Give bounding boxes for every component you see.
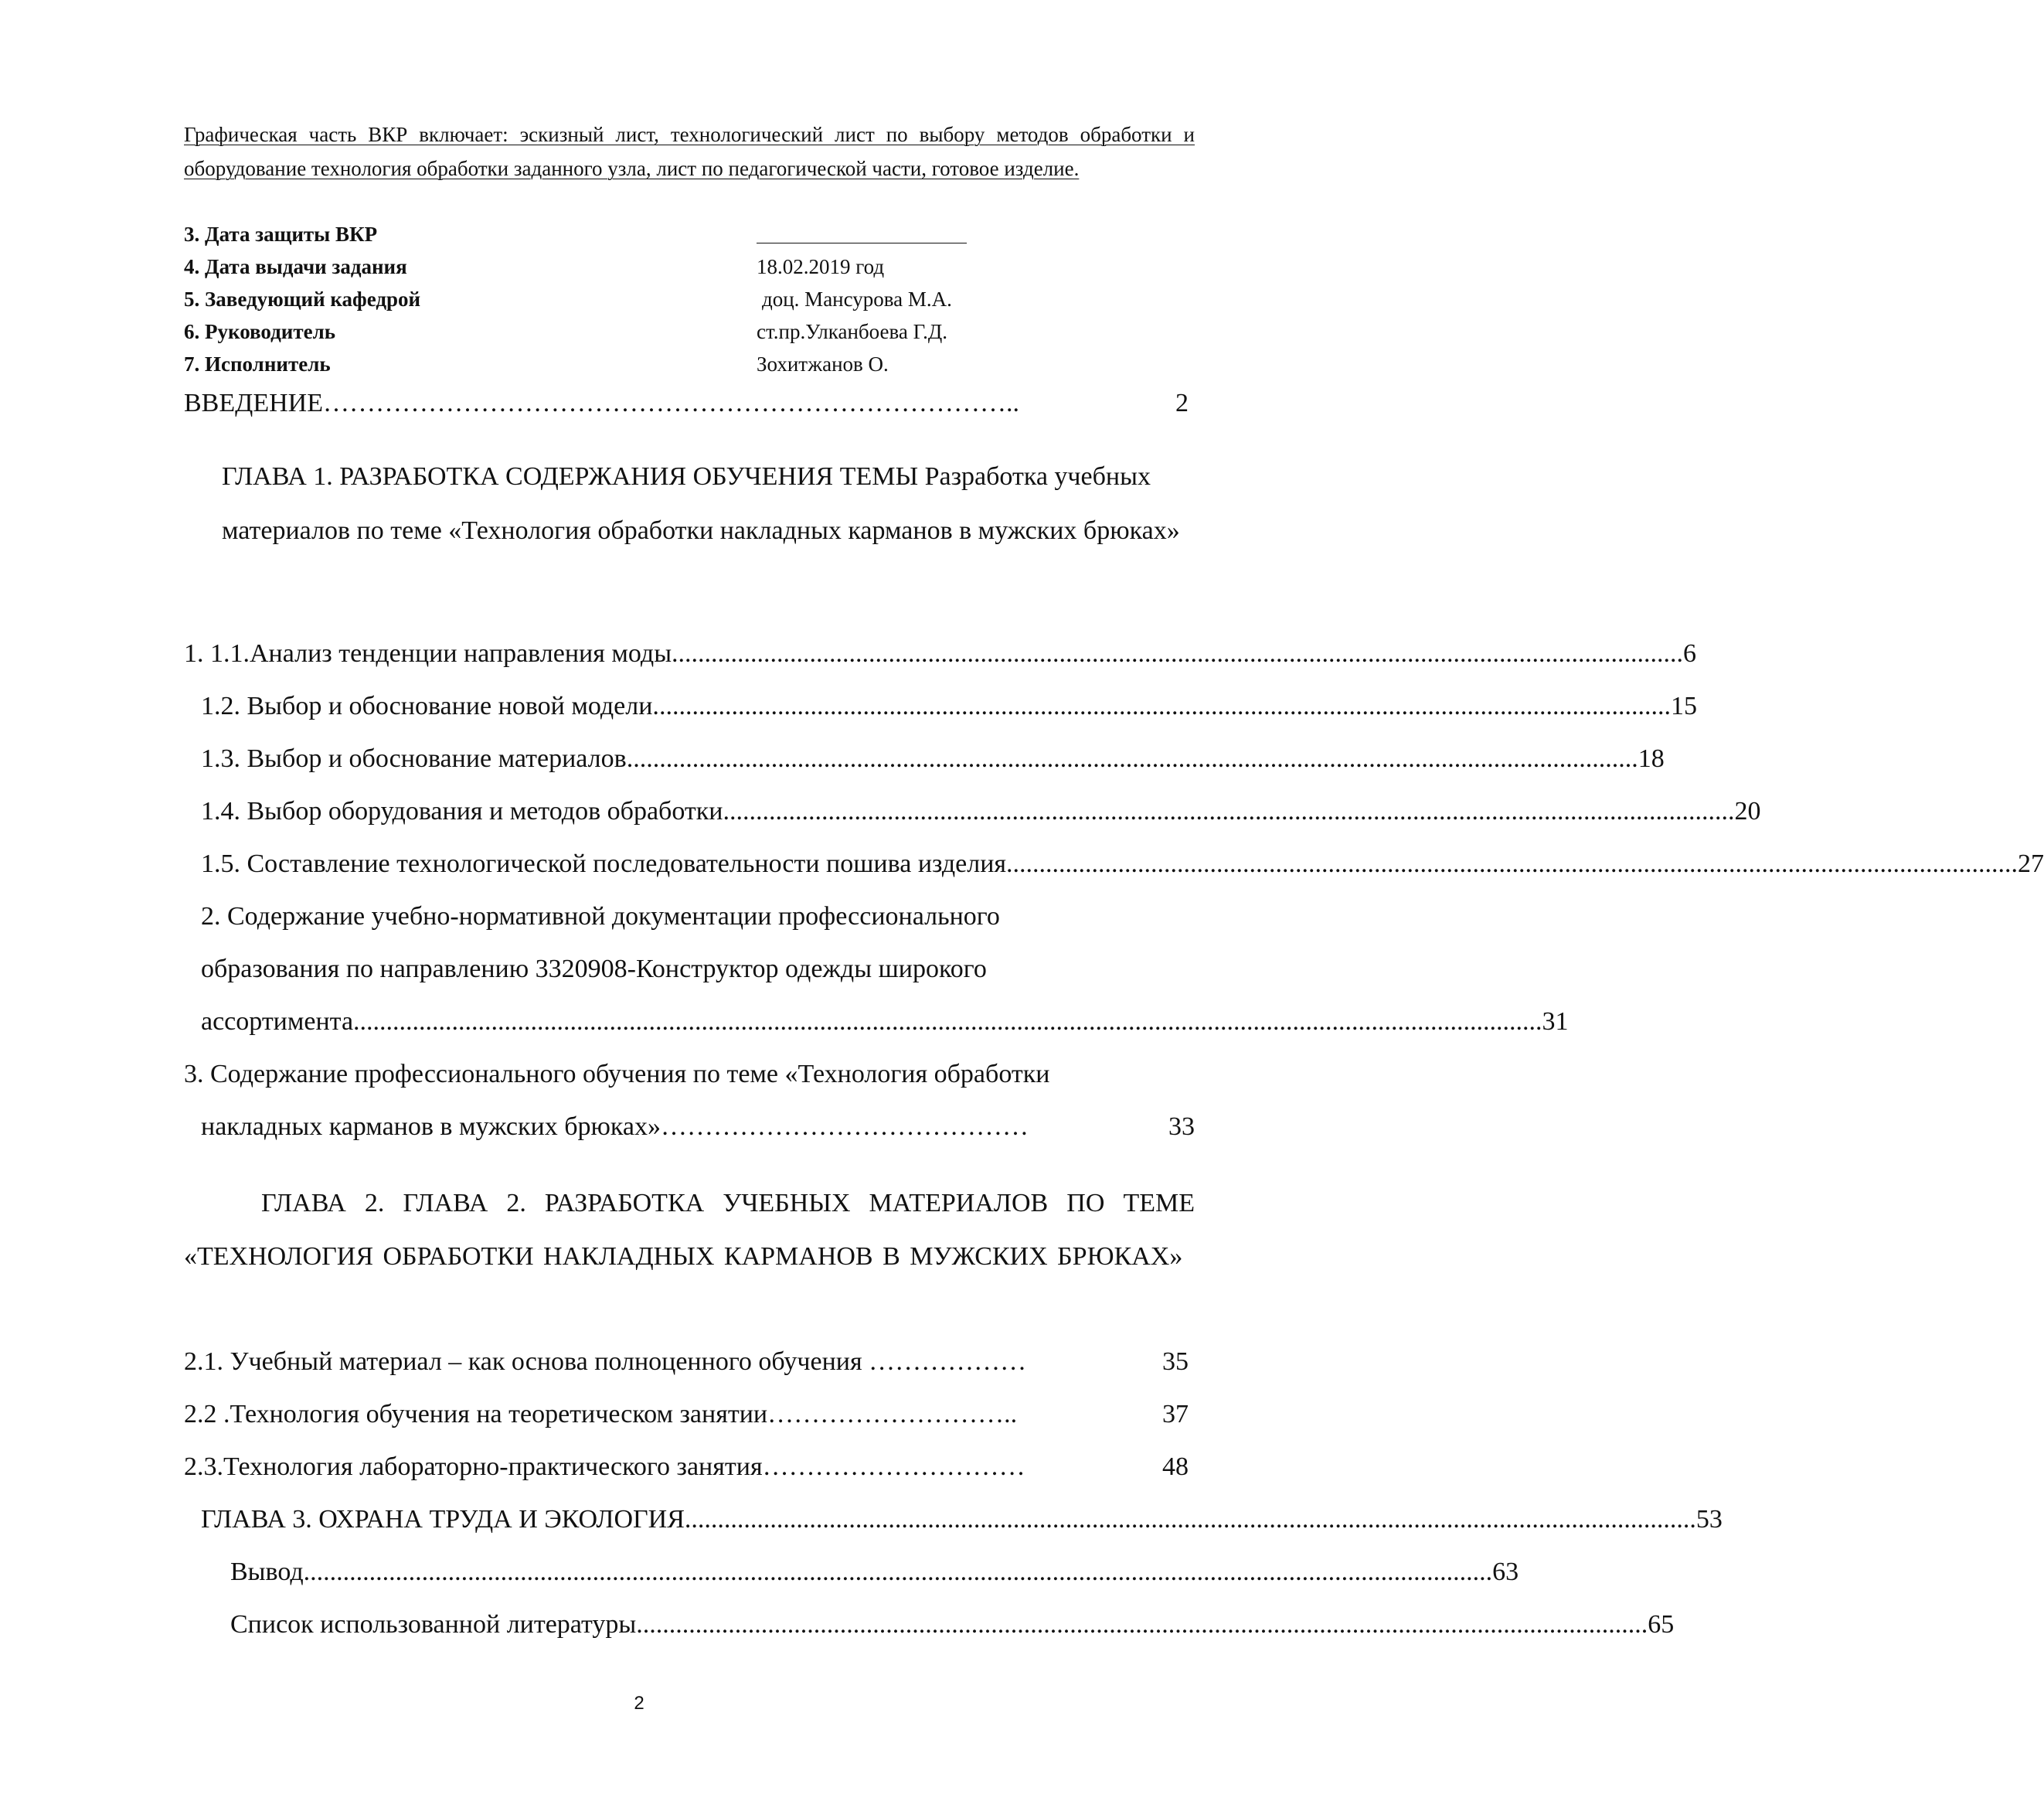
toc-entry-1-1[interactable] <box>184 628 1697 680</box>
toc-entry-3-line[interactable] <box>184 1048 1195 1101</box>
toc-page-number: 63 <box>1492 1558 1519 1586</box>
toc-page-number: 35 <box>1162 1347 1189 1376</box>
toc-page-number: 65 <box>1648 1610 1675 1639</box>
toc-leader: .......................................................................................................................................................... <box>636 1610 1648 1639</box>
toc-entry-title: 2.1. Учебный материал – как основа полноценного обучения <box>184 1347 869 1376</box>
info-label: 5. Заведующий кафедрой <box>184 288 421 311</box>
info-row-executor <box>184 348 1195 380</box>
info-label: 7. Исполнитель <box>184 352 331 376</box>
toc-page-number: 37 <box>1162 1400 1189 1428</box>
toc-entry-title: ВВЕДЕНИЕ <box>184 389 323 417</box>
toc-page-number: 2 <box>1175 389 1189 417</box>
toc-leader: .......................................................................................................................................................... <box>672 639 1684 668</box>
toc-page-number: 6 <box>1683 639 1697 668</box>
toc-leader: .......................................................................................................................................................... <box>723 797 1735 826</box>
info-label: 3. Дата защиты ВКР <box>184 223 378 246</box>
toc-page-number: 33 <box>1168 1112 1195 1141</box>
toc-page-number: 48 <box>1162 1452 1189 1481</box>
info-row-issue-date <box>184 250 1195 283</box>
toc-entry-title: 2.3.Технология лабораторно-практического занятия <box>184 1452 763 1481</box>
toc-leader: .......................................................................................................................................................... <box>658 692 1671 720</box>
toc-entry-title: ГЛАВА 3. ОХРАНА ТРУДА И ЭКОЛОГИЯ <box>201 1505 685 1534</box>
toc-entry-2-line[interactable] <box>201 943 1195 996</box>
toc-leader: ..................................................................................................................................................................................... <box>353 1007 1542 1036</box>
toc-entry-title: накладных карманов в мужских брюках» <box>201 1112 661 1141</box>
toc-entry-references[interactable] <box>230 1599 1675 1651</box>
toc-entry-conclusion[interactable] <box>230 1546 1519 1599</box>
toc-leader: .......................................................................................................................................................... <box>684 1505 1696 1534</box>
toc-entry-title: Список использованной литературы <box>230 1610 637 1639</box>
toc-entry-title: 2. Содержание учебно-нормативной документации профессионального <box>201 902 1000 931</box>
toc-leader: …………………………………… <box>661 1112 1029 1141</box>
toc-page-number: 20 <box>1734 797 1761 826</box>
info-row-supervisor <box>184 315 1195 348</box>
toc-entry-introduction[interactable] <box>184 377 1189 430</box>
info-row-defense-date <box>184 218 1195 250</box>
toc-entry-3[interactable] <box>201 1101 1195 1153</box>
graphic-part-description: Графическая часть ВКР включает: эскизный лист, технологический лист по выбору методов обработки и оборудование технология обработки заданного узла, лист по педагогической части, готовое изделие. <box>184 123 1195 180</box>
toc-entry-title: 1.5. Составление технологической последовательности пошива изделия <box>201 850 1007 878</box>
toc-entry-2-1[interactable] <box>184 1336 1189 1388</box>
toc-leader: .......................................................................................................................................................... <box>626 744 1638 773</box>
toc-leader: ……………………….. <box>767 1400 1018 1428</box>
info-value: ст.пр.Улканбоева Г.Д. <box>757 320 948 343</box>
toc-entry-2-3[interactable] <box>184 1441 1189 1493</box>
page-number: 2 <box>634 1693 644 1714</box>
toc-entry-title: образования по направлению 3320908-Конструктор одежды широкого <box>201 955 987 983</box>
info-value: доц. Мансурова М.А. <box>762 288 952 311</box>
toc-entry-title: 2.2 .Технология обучения на теоретическом занятии <box>184 1400 768 1428</box>
toc-entry-title: 1.2. Выбор и обоснование новой модели. <box>201 692 659 720</box>
info-label: 4. Дата выдачи задания <box>184 255 407 278</box>
toc-entry-title: ассортимента <box>201 1007 354 1036</box>
toc-page-number: 27 <box>2018 850 2044 878</box>
toc-leader: ……………… <box>869 1347 1027 1376</box>
toc-entry-2[interactable] <box>201 996 1569 1048</box>
toc-entry-title: 1. 1.1.Анализ тенденции направления моды <box>184 639 672 668</box>
info-row-head-of-department <box>184 283 1195 315</box>
toc-page-number: 15 <box>1670 692 1697 720</box>
toc-entry-title: 3. Содержание профессионального обучения по теме «Технология обработки <box>184 1060 1050 1088</box>
toc-entry-title: 1.3. Выбор и обоснование материалов <box>201 744 627 773</box>
toc-entry-1-3[interactable] <box>201 733 1665 785</box>
toc-entry-2-line[interactable] <box>201 890 1195 943</box>
toc-leader: ………………………… <box>762 1452 1025 1481</box>
info-value: 18.02.2019 год <box>757 255 885 278</box>
toc-entry-title: 1.4. Выбор оборудования и методов обработки <box>201 797 723 826</box>
toc-leader: ..................................................................................................................................................................................... <box>303 1558 1493 1586</box>
toc-chapter-1-heading[interactable]: ГЛАВА 1. РАЗРАБОТКА СОДЕРЖАНИЯ ОБУЧЕНИЯ ТЕМЫ Разработка учебных материалов по теме «Технология обработки накладных карманов в мужских брюках» <box>222 462 1180 545</box>
info-value: Зохитжанов О. <box>757 352 889 376</box>
toc-entry-title: Вывод <box>230 1558 304 1586</box>
toc-entry-chapter-3[interactable] <box>201 1493 1723 1546</box>
toc-entry-1-5[interactable] <box>201 838 2044 890</box>
toc-leader: .......................................................................................................................................................... <box>1006 850 2018 878</box>
toc-page-number: 53 <box>1695 1505 1723 1534</box>
toc-leader: …………………………………………………………………….. <box>322 389 1019 417</box>
toc-entry-1-4[interactable] <box>201 785 1761 838</box>
toc-page-number: 31 <box>1542 1007 1569 1036</box>
toc-entry-1-2[interactable] <box>201 680 1697 733</box>
info-label: 6. Руководитель <box>184 320 336 343</box>
toc-page-number: 18 <box>1638 744 1665 773</box>
toc-entry-2-2[interactable] <box>184 1388 1189 1441</box>
toc-chapter-2-heading[interactable]: ГЛАВА 2. ГЛАВА 2. РАЗРАБОТКА УЧЕБНЫХ МАТЕРИАЛОВ ПО ТЕМЕ «ТЕХНОЛОГИЯ ОБРАБОТКИ НАКЛАДНЫХ КАРМАНОВ В МУЖСКИХ БРЮКАХ» <box>184 1189 1195 1271</box>
